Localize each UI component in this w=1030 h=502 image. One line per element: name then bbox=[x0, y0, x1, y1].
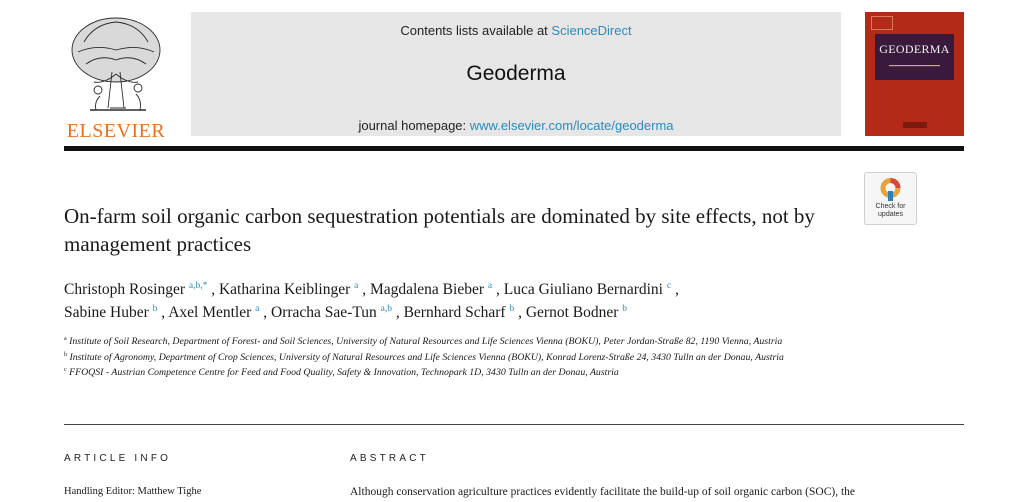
author-affiliation-marker[interactable]: c bbox=[666, 281, 672, 291]
author-separator: , bbox=[161, 304, 169, 321]
author-affiliation-marker[interactable]: a bbox=[487, 281, 493, 291]
affiliation-list bbox=[64, 335, 864, 382]
check-updates-line1: Check for bbox=[875, 203, 906, 210]
abstract-heading: ABSTRACT bbox=[350, 453, 429, 464]
affiliation-label: c bbox=[64, 367, 67, 373]
journal-name: Geoderma bbox=[466, 62, 566, 85]
author-name[interactable]: Gernot Bodner bbox=[525, 304, 619, 321]
check-for-updates-button[interactable] bbox=[864, 172, 917, 225]
check-updates-line2: updates bbox=[878, 211, 903, 218]
author-name[interactable]: Sabine Huber bbox=[64, 304, 149, 321]
author-separator: , bbox=[518, 304, 526, 321]
check-updates-icon bbox=[879, 177, 902, 202]
header-rule bbox=[64, 146, 964, 151]
author-separator: , bbox=[211, 281, 219, 298]
author-name[interactable]: Orracha Sae-Tun bbox=[271, 304, 377, 321]
section-divider bbox=[64, 424, 964, 425]
cover-subtitle-lines bbox=[875, 64, 954, 69]
sciencedirect-link[interactable]: ScienceDirect bbox=[551, 23, 632, 38]
check-updates-label bbox=[865, 203, 916, 219]
author-affiliation-marker[interactable]: a,b,* bbox=[188, 281, 208, 291]
author-affiliation-marker[interactable]: b bbox=[509, 304, 515, 314]
handling-editor: Handling Editor: Matthew Tighe bbox=[64, 486, 202, 497]
affiliation-text: Institute of Agronomy, Department of Crop Sciences, University of Natural Resources and Life Sciences Vienna (BOKU), Konrad Lorenz-Straße 24, 3430 Tulln an der Donau, Austria bbox=[69, 351, 784, 363]
author-name[interactable]: Katharina Keiblinger bbox=[218, 281, 351, 298]
cover-title: GEODERMA bbox=[879, 42, 950, 56]
homepage-prefix: journal homepage: bbox=[358, 118, 470, 133]
affiliation-label: a bbox=[64, 336, 67, 342]
cover-emblem bbox=[871, 16, 893, 30]
affiliation-text: FFOQSI - Austrian Competence Centre for Feed and Food Quality, Safety & Innovation, Technopark 1D, 3430 Tulln an der Donau, Austria bbox=[69, 367, 619, 378]
author-affiliation-marker[interactable]: b bbox=[152, 304, 158, 314]
journal-cover-thumbnail bbox=[865, 12, 964, 136]
author-name[interactable]: Christoph Rosinger bbox=[64, 281, 185, 298]
author-name[interactable]: Magdalena Bieber bbox=[369, 281, 485, 298]
author-separator: , bbox=[674, 281, 679, 298]
article-info-heading: ARTICLE INFO bbox=[64, 453, 172, 464]
publisher-wordmark: ELSEVIER bbox=[66, 120, 166, 142]
author-separator: , bbox=[395, 304, 404, 321]
contents-prefix: Contents lists available at bbox=[400, 23, 552, 38]
author-separator: , bbox=[495, 281, 504, 298]
journal-homepage-line bbox=[191, 118, 841, 133]
author-affiliation-marker[interactable]: a bbox=[255, 304, 260, 314]
author-affiliation-marker[interactable]: a bbox=[354, 281, 359, 291]
affiliation-label: b bbox=[64, 351, 67, 358]
cover-publisher-mark bbox=[903, 122, 927, 128]
cover-title-panel bbox=[875, 34, 954, 80]
affiliation-text: Institute of Soil Research, Department of Forest- and Soil Sciences, University of Natural Resources and Life Sciences Vienna (BOKU), Peter Jordan-Straße 82, 1190 Vienna, Austria bbox=[69, 336, 783, 347]
affiliation-item bbox=[64, 351, 864, 366]
article-title: On-farm soil organic carbon sequestration potentials are dominated by site effects, not by management practices bbox=[64, 204, 815, 256]
author-name[interactable]: Axel Mentler bbox=[168, 304, 252, 321]
author-affiliation-marker[interactable]: a,b bbox=[380, 304, 392, 314]
author-name[interactable]: Bernhard Scharf bbox=[403, 304, 506, 321]
contents-availability-line bbox=[191, 23, 841, 38]
journal-homepage-link[interactable]: www.elsevier.com/locate/geoderma bbox=[469, 118, 674, 133]
author-affiliation-marker[interactable]: b bbox=[622, 304, 628, 314]
author-name[interactable]: Luca Giuliano Bernardini bbox=[503, 281, 663, 298]
affiliation-item bbox=[64, 335, 864, 350]
journal-header-band bbox=[191, 12, 841, 136]
abstract-text: Although conservation agriculture practices evidently facilitate the build-up of soil organic carbon (SOC), the bbox=[350, 486, 855, 498]
author-list bbox=[64, 278, 864, 324]
author-separator: , bbox=[263, 304, 271, 321]
author-separator: , bbox=[362, 281, 370, 298]
affiliation-item bbox=[64, 366, 864, 381]
